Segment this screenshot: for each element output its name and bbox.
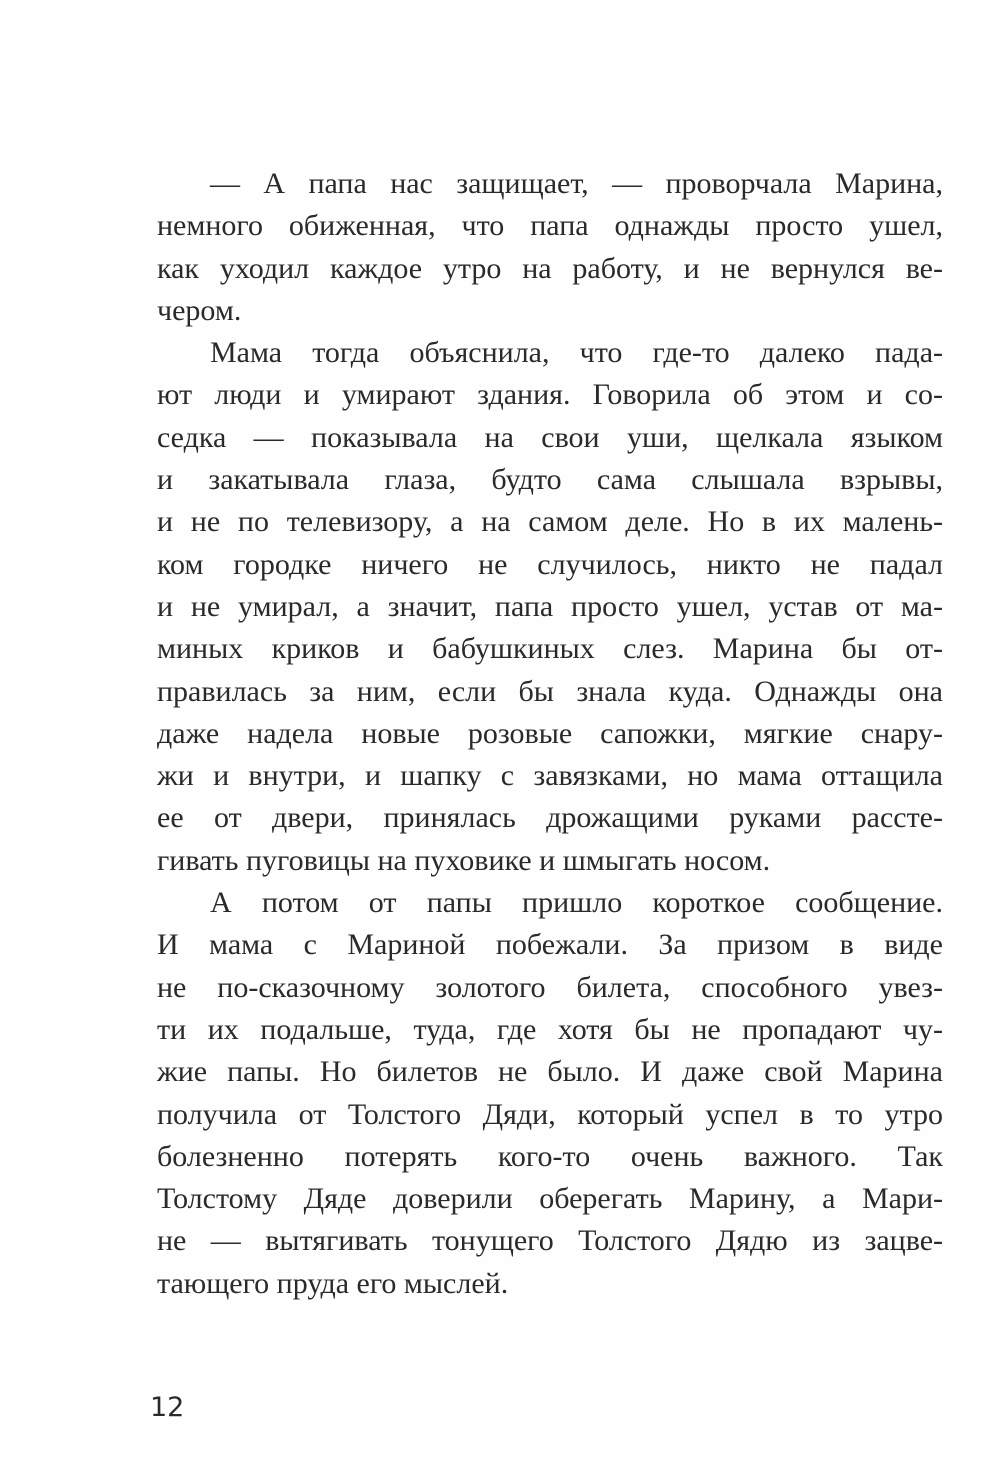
text-line: гивать пуговицы на пуховике и шмыгать носом.	[157, 843, 771, 877]
text-line: ют люди и умирают здания. Говорила об этом и со-	[157, 378, 943, 412]
text-line: жие папы. Но билетов не было. И даже свой Марина	[157, 1055, 943, 1089]
text-line: — А папа нас защищает, — проворчала Марина,	[210, 167, 943, 200]
text-line: не по-сказочному золотого билета, способного увез-	[157, 970, 943, 1004]
page-number: 12	[150, 1392, 185, 1423]
text-line: не — вытягивать тонущего Толстого Дядю из зацве-	[157, 1224, 943, 1258]
text-line: тающего пруда его мыслей.	[157, 1266, 509, 1300]
text-line: и не умирал, а значит, папа просто ушел, устав от ма-	[157, 589, 943, 623]
body-text	[157, 163, 943, 1305]
text-line: седка — показывала на свои уши, щелкала языком	[157, 420, 943, 454]
text-line: А потом от папы пришло короткое сообщение.	[210, 886, 943, 920]
text-line: и закатывала глаза, будто сама слышала взрывы,	[157, 463, 943, 497]
text-line: получила от Толстого Дяди, который успел в то утро	[157, 1097, 943, 1131]
text-line: жи и внутри, и шапку с завязками, но мама оттащила	[157, 759, 943, 793]
text-line: Мама тогда объяснила, что где-то далеко пада-	[210, 336, 943, 370]
text-line: правилась за ним, если бы знала куда. Однажды она	[157, 674, 943, 708]
text-line: ком городке ничего не случилось, никто не падал	[157, 547, 943, 581]
text-line: чером.	[157, 293, 242, 327]
text-line: Толстому Дяде доверили оберегать Марину, а Мари-	[157, 1182, 943, 1216]
text-line: ее от двери, принялась дрожащими руками рассте-	[157, 801, 943, 835]
text-line: И мама с Мариной побежали. За призом в виде	[157, 928, 943, 962]
text-line: немного обиженная, что папа однажды просто ушел,	[157, 209, 943, 243]
text-line: и не по телевизору, а на самом деле. Но в их малень-	[157, 505, 943, 539]
text-line: даже надела новые розовые сапожки, мягкие снару-	[157, 716, 943, 750]
text-line: миных криков и бабушкиных слез. Марина бы от-	[157, 632, 943, 666]
text-line: болезненно потерять кого-то очень важного. Так	[157, 1139, 943, 1173]
text-line: как уходил каждое утро на работу, и не вернулся ве-	[157, 251, 943, 285]
text-line: ти их подальше, туда, где хотя бы не пропадают чу-	[157, 1012, 943, 1046]
